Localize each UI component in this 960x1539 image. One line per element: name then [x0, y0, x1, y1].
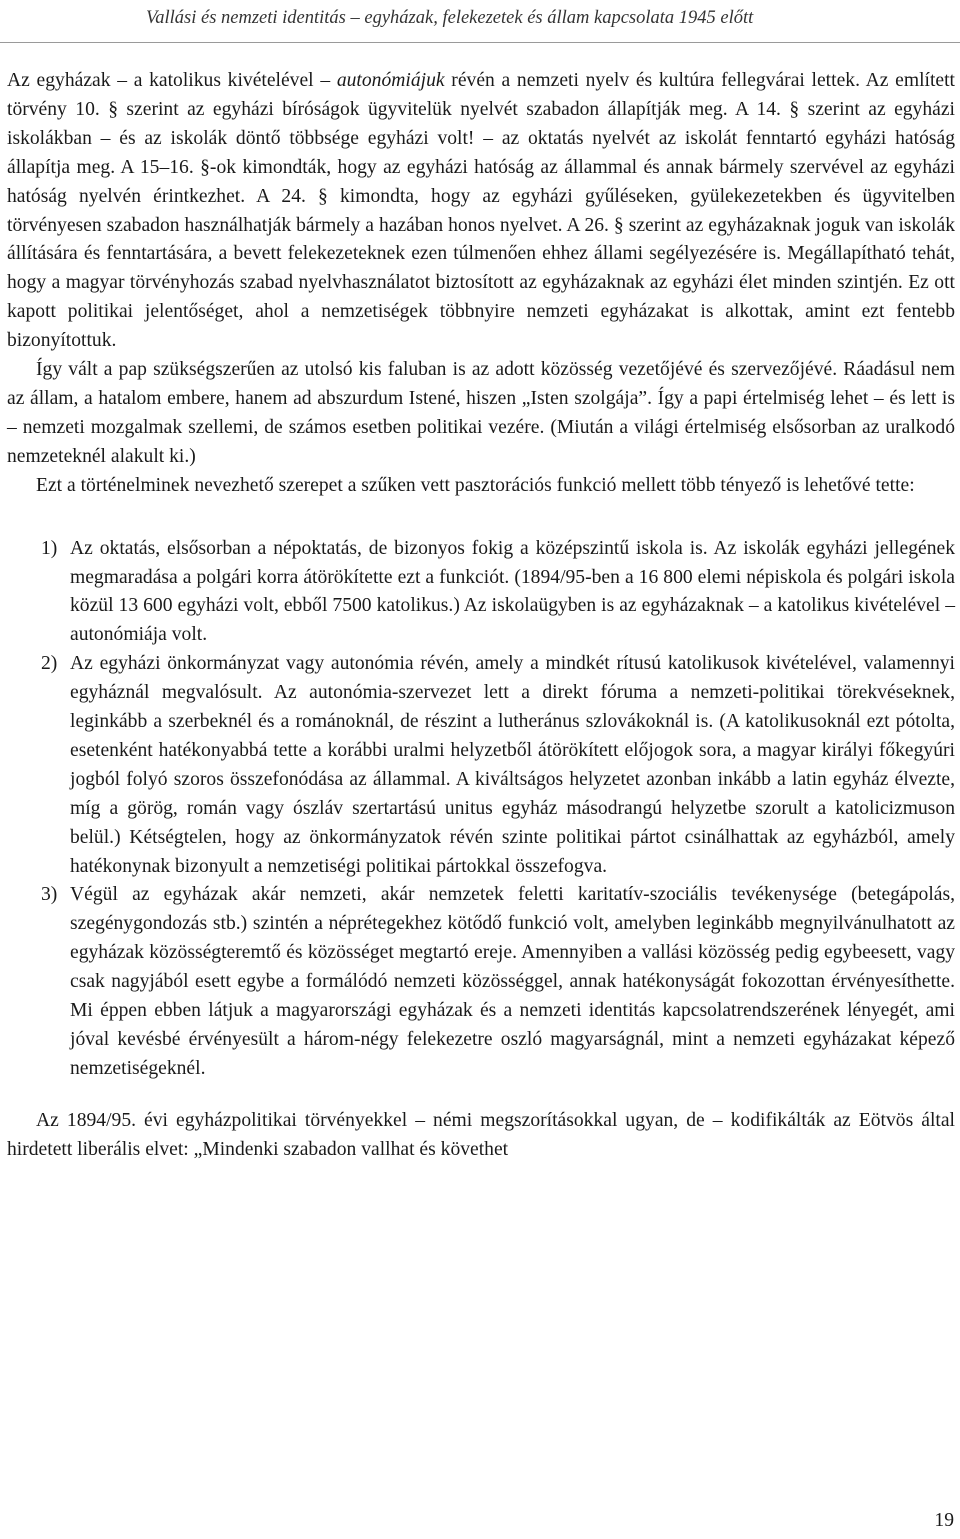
- list-item-text: Végül az egyházak akár nemzeti, akár nemzetek feletti karitatív-szociális tevékenysége (betegápolás, szegénygondozás stb.) szintén a néprétegekhez kötődő funkció volt, amelyben leginkább megnyilvánulhatott az egyházak közösségteremtő és közösséget megtartó ereje. Amennyiben a vallási közösség pedig egybeesett, vagy csak nagyjából esett egybe a formálódó nemzeti közösséggel, annak hatékonyságát fokozottan érvényesíthette. Mi éppen ebben látjuk a magyarországi egyházak és a nemzeti identitás kapcsolatrendszerének lényegét, ami jóval kevésbé érvényesült a három-négy felekezetre oszló magyarságnál, mint a nemzeti egyházakat képező nemzetiségeknél.: [70, 884, 955, 1079]
- paragraph-1-rest: révén a nemzeti nyelv és kultúra fellegvárai lettek. Az említett törvény 10. § szerint az egyházi bíróságok ügyvitelük nyelvét szabadon állapítják meg. A 14. § szerint az egyházi iskolákban – és az iskolák döntő többsége egyházi volt! – az oktatás nyelvét az iskolát fenntartó egyházi hatóság állapítja meg. A 15–16. §-ok kimondták, hogy az egyházi hatóság az állammal és annak bármely szervével az egyházi hatóság nyelvén érintkezhet. A 24. § kimondta, hogy az egyházi gyűléseken, gyülekezetekben és ügyvitelben törvényesen szabadon használhatják bármely a hazában honos nyelvet. A 26. § szerint az egyházaknak joguk van iskolák állítására és fenntartására, a bevett felekezeteknek ezen túlmenően ehhez állami segélyezésére is. Megállapítható tehát, hogy a magyar törvényhozás szabad nyelvhasználatot biztosított az egyházaknak az egyházi élet minden szintjén. Ez ott kapott politikai jelentőséget, ahol a nemzetiségek többnyire nemzeti egyházakat is alkottak, amint ezt fentebb bizonyítottuk.: [7, 70, 955, 352]
- numbered-list: [7, 535, 955, 1084]
- list-item-text: Az egyházi önkormányzat vagy autonómia révén, amely a mindkét rítusú katolikusok kivételével, valamennyi egyháznál megvalósult. Az autonómia-szervezet lett a direkt fóruma a nemzeti-politikai törekvéseknek, leginkább a szerbeknél és a románoknál, de részint a lutheránus szlovákoknál is. (A katolikusoknál ezt pótolta, esetenként hatékonyabbá tette a korábbi uralmi helyzetből átörökített előjogok sora, a magyar királyi főkegyúri jogból folyó szoros összefonódása az állammal. A kiváltságos helyzetet azonban inkább a latin egyház élvezte, míg a görög, román vagy ószláv szertartású unitus egyház másodrangú helyzetbe szorult a katolicizmuson belül.) Kétségtelen, hogy az önkormányzatok révén szinte politikai pártot csinálhattak az egyházból, amely hatékonynak bizonyult a nemzetiségi politikai pártokkal összefogva.: [70, 653, 955, 877]
- list-item-text: Az oktatás, elsősorban a népoktatás, de bizonyos fokig a középszintű iskola is. Az iskolák egyházi jellegének megmaradása a polgári korra átörökítette ezt a funkciót. (1894/95-ben a 16 800 elemi népiskola és polgári iskola közül 13 600 egyházi volt, ebből 7500 katolikus.) Az iskolaügyben is az egyházaknak – a katolikus kivételével – autonómiája volt.: [70, 537, 955, 646]
- running-header: [0, 0, 960, 43]
- page-body: [7, 67, 955, 1165]
- list-item-number: 2): [41, 653, 58, 675]
- page-number: 19: [934, 1510, 954, 1531]
- list-item: [7, 650, 955, 881]
- paragraph-1: [7, 67, 955, 356]
- paragraph-1-emphasis: autonómiájuk: [336, 70, 445, 91]
- paragraph-2: Így vált a pap szükségszerűen az utolsó kis faluban is az adott közösség vezetőjévé és szervezőjévé. Ráadásul nem az állam, a hatalom embere, hanem ad abszurdum Istené, hiszen „Isten szolgája”. Így a papi értelmiség lehet – és lett is – nemzeti mozgalmak szellemi, de számos esetben politikai vezére. (Miután a világi értelmiség elsősorban az uralkodó nemzeteknél alakult ki.): [7, 359, 955, 467]
- paragraph-1-start: Az egyházak – a katolikus kivételével –: [7, 70, 337, 91]
- list-item-number: 3): [41, 884, 58, 906]
- list-item: [7, 535, 955, 651]
- list-item: [7, 881, 955, 1083]
- paragraph-3: Ezt a történelminek nevezhető szerepet a szűken vett pasztorációs funkció mellett több tényező is lehetővé tette:: [36, 474, 915, 496]
- list-item-number: 1): [41, 537, 58, 559]
- paragraph-4: Az 1894/95. évi egyházpolitikai törvényekkel – némi megszorításokkal ugyan, de – kodifikálták az Eötvös által hirdetett liberális elvet: „Mindenki szabadon vallhat és követhet: [7, 1109, 955, 1160]
- running-header-title: Vallási és nemzeti identitás – egyházak, felekezetek és állam kapcsolata 1945 előtt: [146, 8, 754, 28]
